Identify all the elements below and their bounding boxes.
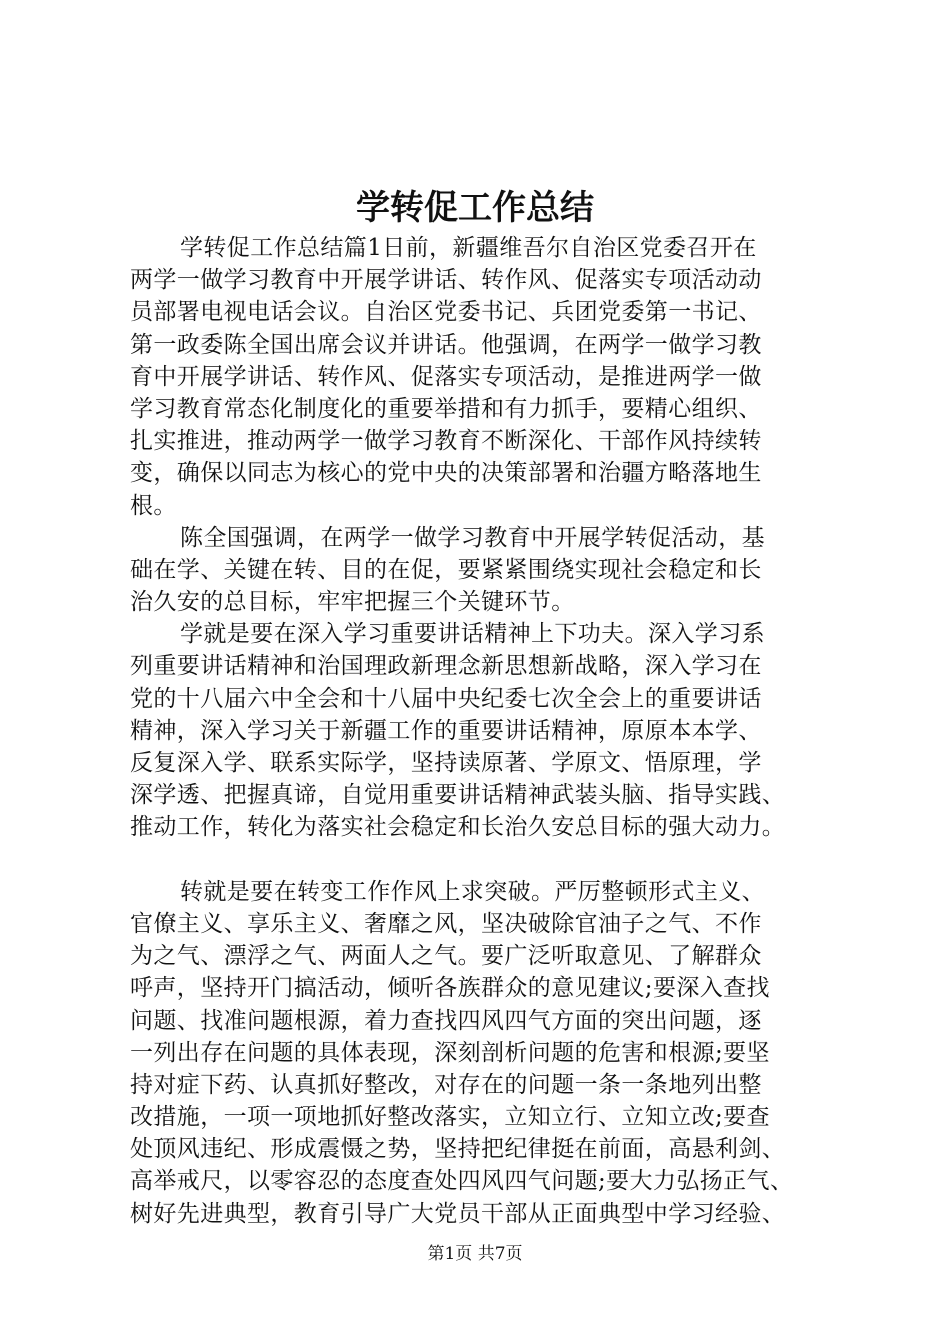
text-line: 础在学、关键在转、目的在促，要紧紧围绕实现社会稳定和长 (130, 556, 762, 583)
text-line: 列重要讲话精神和治国理政新理念新思想新战略，深入学习在 (130, 653, 762, 680)
text-line: 处顶风违纪、形成震慑之势，坚持把纪律挺在前面，高悬利剑、 (130, 1136, 786, 1163)
text-line: 问题、找准问题根源，着力查找四风四气方面的突出问题，逐 (130, 1007, 762, 1034)
document-body (130, 232, 828, 1230)
paragraph-4 (130, 876, 828, 1230)
document-title: 学转促工作总结 (356, 188, 594, 228)
text-line: 改措施，一项一项地抓好整改落实，立知立行、立知立改;要查 (130, 1104, 770, 1131)
text-line: 育中开展学讲话、转作风、促落实专项活动，是推进两学一做 (130, 363, 762, 390)
text-line: 一列出存在问题的具体表现，深刻剖析问题的危害和根源;要坚 (130, 1039, 770, 1066)
text-line: 高举戒尺，以零容忍的态度查处四风四气问题;要大力弘扬正气、 (130, 1168, 794, 1195)
text-line: 推动工作，转化为落实社会稳定和长治久安总目标的强大动力。 (130, 814, 786, 841)
text-line: 第一政委陈全国出席会议并讲话。他强调，在两学一做学习教 (130, 331, 762, 358)
text-line: 扎实推进，推动两学一做学习教育不断深化、干部作风持续转 (130, 428, 762, 455)
text-line: 员部署电视电话会议。自治区党委书记、兵团党委第一书记、 (130, 299, 762, 326)
text-line: 反复深入学、联系实际学，坚持读原著、学原文、悟原理，学 (130, 750, 762, 776)
text-line: 学就是要在深入学习重要讲话精神上下功夫。深入学习系 (180, 621, 765, 648)
text-line: 陈全国强调，在两学一做学习教育中开展学转促活动，基 (180, 524, 765, 551)
paragraph-3 (130, 618, 828, 843)
text-line: 呼声，坚持开门搞活动，倾听各族群众的意见建议;要深入查找 (130, 975, 770, 1002)
paragraph-1 (130, 232, 828, 522)
text-line: 党的十八届六中全会和十八届中央纪委七次全会上的重要讲话 (130, 685, 762, 712)
text-line: 树好先进典型，教育引导广大党员干部从正面典型中学习经验、 (130, 1200, 786, 1227)
text-line: 学转促工作总结篇1日前，新疆维吾尔自治区党委召开在 (180, 235, 757, 261)
text-line: 根。 (130, 492, 177, 519)
text-line: 官僚主义、享乐主义、奢靡之风，坚决破除官油子之气、不作 (130, 910, 762, 937)
text-line: 转就是要在转变工作作风上求突破。严厉整顿形式主义、 (180, 878, 765, 905)
text-line: 为之气、漂浮之气、两面人之气。要广泛听取意见、了解群众 (130, 943, 762, 970)
text-line: 两学一做学习教育中开展学讲话、转作风、促落实专项活动动 (130, 267, 762, 294)
text-line: 治久安的总目标，牢牢把握三个关键环节。 (130, 589, 575, 616)
text-line: 深学透、把握真谛，自觉用重要讲话精神武装头脑、指导实践、 (130, 782, 786, 809)
page-number-footer: 第1页 共7页 (427, 1244, 523, 1264)
text-line: 持对症下药、认真抓好整改，对存在的问题一条一条地列出整 (130, 1071, 762, 1098)
paragraph-2 (130, 522, 828, 619)
paragraph-spacer (130, 844, 828, 876)
text-line: 学习教育常态化制度化的重要举措和有力抓手，要精心组织、 (130, 395, 762, 422)
text-line: 精神，深入学习关于新疆工作的重要讲话精神，原原本本学、 (130, 717, 762, 744)
text-line: 变，确保以同志为核心的党中央的决策部署和治疆方略落地生 (130, 460, 762, 487)
